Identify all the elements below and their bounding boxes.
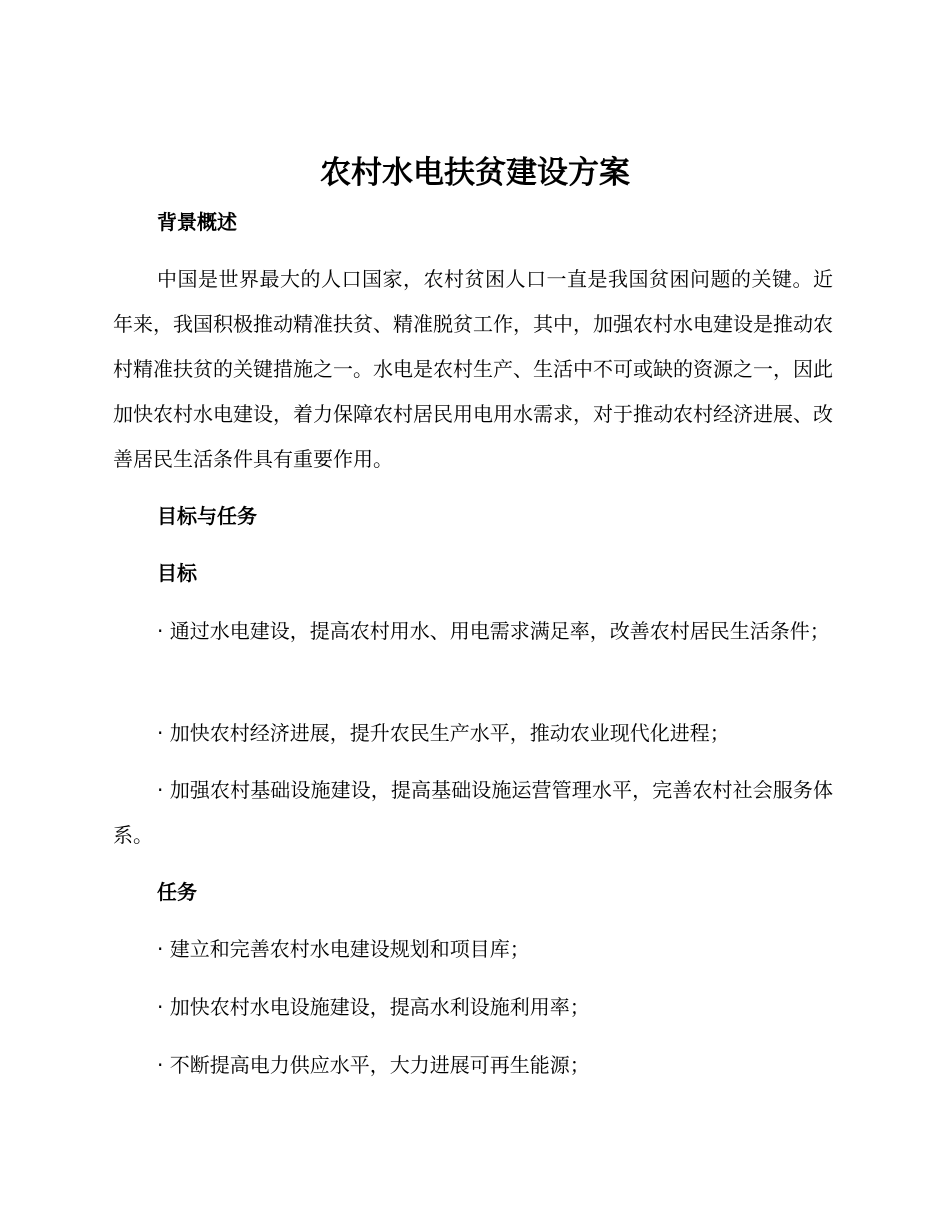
section-heading-goals-tasks: 目标与任务: [157, 504, 257, 528]
goal-item-3: · 加强农村基础设施建设，提高基础设施运营管理水平，完善农村社会服务体系。: [113, 778, 833, 847]
task-item-2: · 加快农村水电设施建设，提高水利设施利用率；: [157, 995, 590, 1019]
subheading-tasks: 任务: [157, 880, 197, 904]
task-item-3: · 不断提高电力供应水平，大力进展可再生能源；: [157, 1053, 590, 1077]
document-title: 农村水电扶贫建设方案: [320, 155, 630, 191]
goal-item-1: · 通过水电建设，提高农村用水、用电需求满足率，改善农村居民生活条件；: [157, 619, 830, 643]
task-item-1: · 建立和完善农村水电建设规划和项目库；: [157, 937, 530, 961]
background-paragraph: 中国是世界最大的人口国家，农村贫困人口一直是我国贫困问题的关键。近年来，我国积极推动精准扶贫、精准脱贫工作，其中，加强农村水电建设是推动农村精准扶贫的关键措施之一。水电是农村生产、生活中不可或缺的资源之一，因此加快农村水电建设，着力保障农村居民用电用水需求，对于推动农村经济进展、改善居民生活条件具有重要作用。: [113, 267, 833, 471]
section-heading-background: 背景概述: [157, 210, 237, 234]
subheading-goals: 目标: [157, 561, 197, 585]
goal-item-2: · 加快农村经济进展，提升农民生产水平，推动农业现代化进程；: [157, 721, 730, 745]
